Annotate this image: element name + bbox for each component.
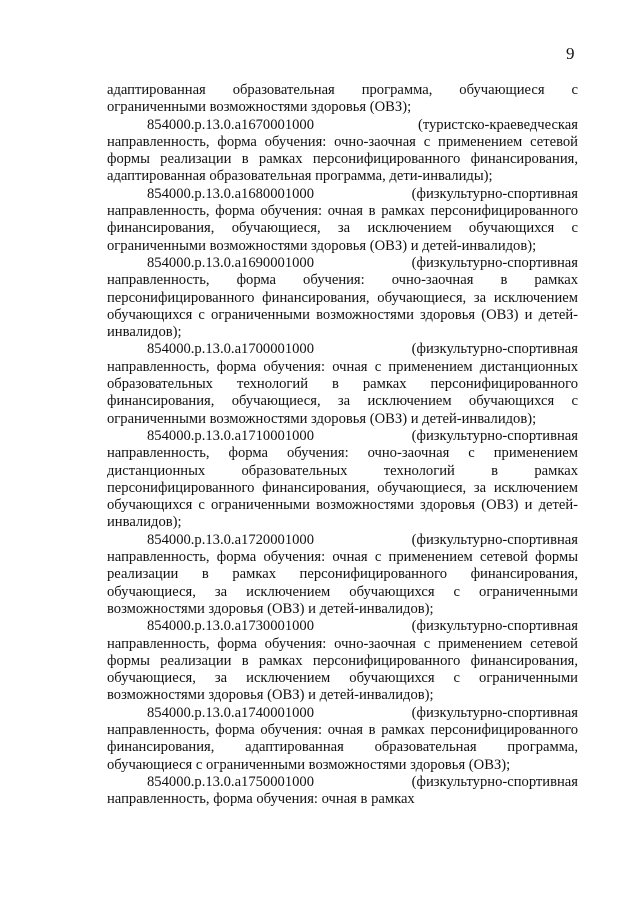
entry-heading [107,774,578,791]
entry-description: направленность, форма обучения: очная с применением сетевой формы реализации в рамках персонифицированного финансирования, обучающиеся, за исключением обучающихся с ограниченными возможностями здоровья (ОВЗ) и детей-инвалидов); [107,549,578,617]
entry-focus: (физкультурно-спортивная [411,254,578,271]
entry [107,532,578,618]
document-body [107,82,578,808]
entry-description: направленность, форма обучения: очно-заочная в рамках персонифицированного финансирования, обучающиеся, за исключением обучающихся с ограниченными возможностями здоровья (ОВЗ) и детей-инвалидов); [107,272,578,341]
entry-code: 854000.р.13.0.а1730001000 [147,618,315,635]
entry [107,341,578,427]
entry-heading [107,255,578,272]
entry [107,117,578,186]
entry [107,186,578,255]
entry-description: направленность, форма обучения: очно-заочная с применением дистанционных образовательных технологий в рамках персонифицированного финансирования, обучающиеся, за исключением обучающихся с ограниченными возможностями здоровья (ОВЗ) и детей-инвалидов); [107,445,578,531]
entry [107,774,578,809]
entry-description: направленность, форма обучения: очная в рамках персонифицированного финансирования, адаптированная образовательная программа, обучающиеся с ограниченными возможностями здоровья (ОВЗ); [107,721,578,773]
entry-focus: (физкультурно-спортивная [411,618,578,635]
entry-heading [107,532,578,549]
entry [107,428,578,532]
entry-heading [107,341,578,358]
entry-code: 854000.р.13.0.а1690001000 [147,254,315,271]
intro-line: с ограниченными возможностями здоровья (ОВЗ); [107,82,578,116]
entry [107,255,578,341]
entry-description: направленность, форма обучения: очная в рамках [107,791,415,808]
entry-focus: (физкультурно-спортивная [411,704,578,721]
entry-code: 854000.р.13.0.а1750001000 [147,773,315,790]
intro-line: адаптированная образовательная программа, обучающиеся [107,82,545,98]
entry-heading [107,428,578,445]
entry-code: 854000.р.13.0.а1710001000 [147,427,315,444]
entry-heading [107,117,578,134]
entry-code: 854000.р.13.0.а1680001000 [147,185,315,202]
entry-focus: (физкультурно-спортивная [411,185,578,202]
page-number: 9 [566,44,575,63]
entry-description: направленность, форма обучения: очная с применением дистанционных образовательных технологий в рамках персонифицированного финансирования, обучающиеся, за исключением обучающихся с ограниченными возможностями здоровья (ОВЗ) и детей-инвалидов); [107,358,578,427]
entry-description: направленность, форма обучения: очная в рамках персонифицированного финансирования, обучающиеся, за исключением обучающихся с ограниченными возможностями здоровья (ОВЗ) и детей-инвалидов); [107,203,578,254]
entry-focus: (физкультурно-спортивная [411,773,578,790]
entry-description: направленность, форма обучения: очно-заочная с применением сетевой формы реализации в рамках персонифицированного финансирования, адаптированная образовательная программа, дети-инвалиды); [107,133,578,185]
entry-heading [107,705,578,722]
entry-focus: (туристско-краеведческая [417,116,578,133]
entry-heading [107,618,578,635]
entry-code: 854000.р.13.0.а1700001000 [147,341,315,358]
entry-focus: (физкультурно-спортивная [411,531,578,548]
intro-paragraph [107,82,578,117]
entry-focus: (физкультурно-спортивная [411,427,578,444]
entry [107,705,578,774]
entry [107,618,578,704]
entry-heading [107,186,578,203]
entry-code: 854000.р.13.0.а1720001000 [147,531,315,548]
entry-code: 854000.р.13.0.а1670001000 [147,116,315,133]
entry-description: направленность, форма обучения: очно-заочная с применением сетевой формы реализации в рамках персонифицированного финансирования, обучающиеся, за исключением обучающихся с ограниченными возможностями здоровья (ОВЗ) и детей-инвалидов); [107,635,578,704]
entry-focus: (физкультурно-спортивная [411,341,578,358]
entry-code: 854000.р.13.0.а1740001000 [147,704,315,721]
